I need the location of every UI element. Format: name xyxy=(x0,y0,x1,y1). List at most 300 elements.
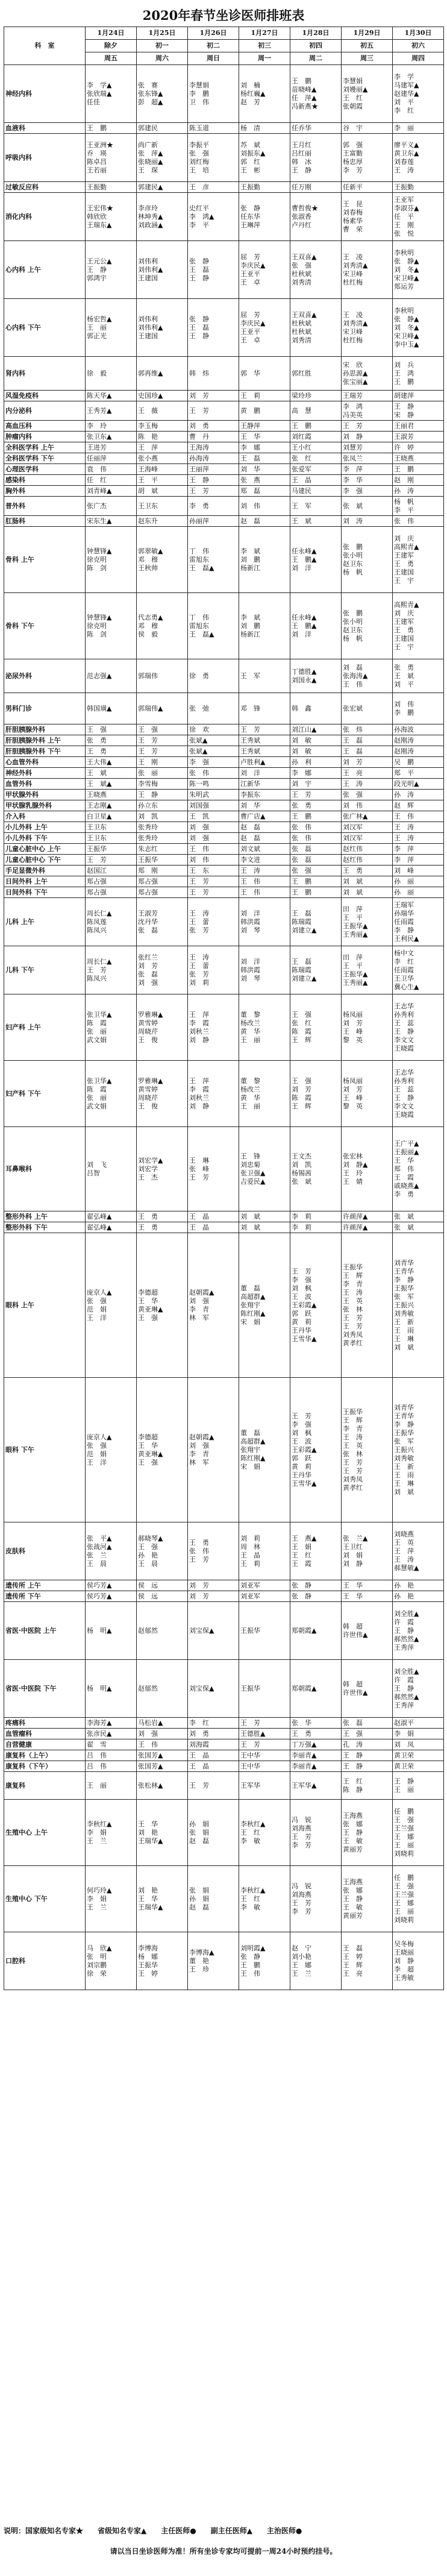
doctor-name: 马建民 xyxy=(292,486,311,495)
doctor-cell xyxy=(342,1591,393,1602)
table-row xyxy=(4,593,444,659)
doctor-name: 王 鹏 xyxy=(292,77,311,85)
doctor-name: 黄孝红 xyxy=(343,1483,363,1492)
doctor-name: 张淑香 xyxy=(292,212,311,221)
doctor-name: 任丽萍 xyxy=(87,454,107,462)
doctor-name: 宋 静 xyxy=(394,410,414,419)
doctor-name: 郑占强 xyxy=(138,888,158,896)
doctor-cell xyxy=(393,475,444,486)
doctor-name: 周长仁▲ xyxy=(87,909,112,917)
doctor-name: 赵东升 xyxy=(138,517,158,525)
doctor-name: 郭 华 xyxy=(240,369,260,377)
doctor-cell xyxy=(290,1750,342,1761)
doctor-name: 吴 鹏 xyxy=(394,758,414,766)
doctor-name: 王 勇 xyxy=(138,1212,158,1220)
doctor-name: 高熙青▲ xyxy=(394,542,419,551)
doctor-name: 王振丽▲ xyxy=(394,1148,419,1156)
doctor-name: 王 婷 xyxy=(343,1952,363,1961)
doctor-name: 王海燕 xyxy=(343,1811,363,1820)
doctor-cell xyxy=(342,593,393,659)
doctor-name: 李秋明 xyxy=(394,306,414,315)
doctor-name: 张 赛 xyxy=(138,81,158,89)
doctor-name: 张卫东▲ xyxy=(87,432,112,441)
doctor-name: 王晓丽 xyxy=(394,1948,414,1956)
doctor-name: 王振华 xyxy=(138,855,158,864)
doctor-name: 许 婷 xyxy=(394,443,414,451)
doctor-name: 王 新 xyxy=(394,1462,414,1471)
dept-name: 肛肠科 xyxy=(4,516,86,527)
doctor-cell xyxy=(342,1233,393,1378)
doctor-name: 张 斌 xyxy=(394,1223,414,1231)
doctor-name: 王 勇 xyxy=(292,1729,311,1738)
doctor-name: 陈 剑 xyxy=(87,630,107,638)
doctor-cell xyxy=(393,401,444,421)
table-row xyxy=(4,193,444,241)
doctor-name: 李 青 xyxy=(343,1280,363,1288)
doctor-name: 王卫东 xyxy=(87,823,107,831)
doctor-cell xyxy=(188,1602,239,1660)
doctor-name: 范志强▲ xyxy=(87,671,112,680)
doctor-cell xyxy=(239,442,290,453)
doctor-cell xyxy=(239,844,290,855)
doctor-name: 刘海霞 xyxy=(189,1740,209,1748)
doctor-cell xyxy=(393,757,444,768)
doctor-name: 王 蕊 xyxy=(394,1085,414,1093)
doctor-name: 张 磊 xyxy=(292,844,311,853)
doctor-name: 刘 洋 xyxy=(240,957,260,966)
doctor-cell xyxy=(239,1660,290,1718)
doctor-cell xyxy=(342,1222,393,1233)
doctor-name: 孙 娟 xyxy=(189,1820,209,1828)
doctor-cell xyxy=(290,693,342,724)
doctor-cell xyxy=(188,1378,239,1522)
doctor-name: 孙 涛 xyxy=(394,486,414,495)
doctor-name: 王 鹏 xyxy=(394,377,414,386)
doctor-name: 刘 庆 xyxy=(394,534,414,542)
doctor-cell xyxy=(239,790,290,800)
doctor-cell xyxy=(393,1580,444,1591)
doctor-cell xyxy=(188,994,239,1061)
legend-text: 说明：国家级知名专家★ 省级知名专家▲ 主任医师● 副主任医师▲ 主治医师● xyxy=(4,2527,302,2535)
doctor-name: 王瑞东▲ xyxy=(87,221,112,229)
doctor-cell xyxy=(137,693,188,724)
doctor-cell xyxy=(290,833,342,844)
doctor-name: 王振华▲ xyxy=(343,970,368,978)
doctor-name: 王 鸿 xyxy=(394,369,414,377)
doctor-name: 王 芳 xyxy=(343,421,363,430)
doctor-cell xyxy=(86,1061,137,1127)
dept-name: 血管瘤科 xyxy=(4,1729,86,1739)
doctor-name: 赵刚涛 xyxy=(394,747,414,755)
dept-name: 泌尿外科 xyxy=(4,659,86,693)
table-row xyxy=(4,1211,444,1222)
doctor-name: 王 军 xyxy=(240,671,260,680)
doctor-name: 王 辉 xyxy=(292,1035,311,1044)
doctor-name: 王 萍 xyxy=(189,1010,209,1019)
doctor-cell xyxy=(290,464,342,475)
doctor-name: 李秋明 xyxy=(394,248,414,257)
doctor-cell xyxy=(239,593,290,659)
doctor-name: 刘秀凤 xyxy=(343,1475,363,1483)
doctor-cell xyxy=(393,357,444,391)
doctor-name: 孙秀利 xyxy=(394,1010,414,1019)
doctor-cell xyxy=(290,527,342,593)
doctor-name: 王 静 xyxy=(394,1684,414,1692)
doctor-cell xyxy=(290,811,342,822)
doctor-name: 王 芳 xyxy=(292,1412,311,1420)
doctor-name: 王 芳 xyxy=(189,1781,209,1789)
doctor-name: 王 静 xyxy=(343,1751,363,1759)
doctor-name: 段光明▲ xyxy=(394,779,419,788)
doctor-cell xyxy=(86,724,137,735)
doctor-cell xyxy=(290,946,342,994)
doctor-cell xyxy=(393,1061,444,1127)
doctor-name: 王 蕾 xyxy=(189,961,209,970)
doctor-name: 曹哲俊★ xyxy=(292,204,318,212)
doctor-cell xyxy=(393,432,444,442)
doctor-cell xyxy=(239,876,290,887)
doctor-name: 王秀敏 xyxy=(394,1973,414,1982)
doctor-name: 刘 斌 xyxy=(240,1212,260,1220)
doctor-name: 张 勇 xyxy=(394,663,414,671)
doctor-name: 王 鹏▲ xyxy=(292,621,317,630)
doctor-name: 王 平 xyxy=(343,961,363,970)
doctor-name: 王 勇 xyxy=(394,626,414,634)
doctor-name: 李 强 xyxy=(292,1275,311,1284)
doctor-name: 刘晓莉 xyxy=(394,1915,414,1924)
doctor-name: 张 静 xyxy=(292,1581,311,1589)
doctor-cell xyxy=(188,768,239,779)
doctor-name: 翟 雪 xyxy=(87,1740,107,1748)
doctor-name: 刘忠菊 xyxy=(240,1160,260,1169)
doctor-name: 刘 鹏 xyxy=(240,621,260,630)
doctor-name: 王彩霞▲ xyxy=(292,1301,317,1309)
doctor-cell xyxy=(342,1772,393,1800)
doctor-name: 刘小艳 xyxy=(292,1952,311,1961)
doctor-name: 王 玲 xyxy=(343,1169,363,1177)
doctor-cell xyxy=(137,811,188,822)
doctor-cell xyxy=(86,391,137,401)
doctor-name: 王 兰 xyxy=(87,1836,107,1845)
dept-name: 省医·中医院 下午 xyxy=(4,1660,86,1718)
doctor-cell xyxy=(86,1932,137,1990)
doctor-name: 张 军 xyxy=(394,1292,414,1301)
doctor-name: 王瑞华▲ xyxy=(138,1836,163,1845)
doctor-name: 李 娜 xyxy=(240,443,260,451)
doctor-cell xyxy=(393,790,444,800)
date-header: 1月30日 xyxy=(393,27,444,40)
doctor-name: 刘 勇 xyxy=(189,421,209,430)
doctor-name: 王 俊 xyxy=(138,1035,158,1044)
doctor-name: 王 勇 xyxy=(394,559,414,568)
doctor-cell xyxy=(86,1761,137,1772)
doctor-name: 王 晶 xyxy=(189,1212,209,1220)
doctor-name: 徐克明 xyxy=(87,555,107,564)
doctor-name: 王振华 xyxy=(343,1407,363,1416)
doctor-name: 刘明霞▲ xyxy=(240,1944,266,1952)
dept-name: 肾内科 xyxy=(4,357,86,391)
doctor-name: 张战河▲ xyxy=(87,1542,112,1551)
doctor-name: 张广杰 xyxy=(87,501,107,510)
doctor-name: 何巧玲▲ xyxy=(87,1886,112,1894)
doctor-name: 李 平 xyxy=(394,506,414,514)
doctor-name: 王兰强 xyxy=(394,1890,414,1899)
doctor-name: 李 芳 xyxy=(292,1907,311,1915)
doctor-cell xyxy=(239,497,290,516)
doctor-name: 梁玲珍 xyxy=(292,391,311,400)
doctor-cell xyxy=(188,1718,239,1729)
doctor-name: 王彩霞▲ xyxy=(292,1445,317,1454)
doctor-name: 张 斌 xyxy=(394,1212,414,1220)
doctor-name: 张秀玲 xyxy=(138,823,158,831)
doctor-cell xyxy=(188,735,239,746)
doctor-name: 张 强 xyxy=(343,790,363,799)
doctor-name: 刘红霞 xyxy=(292,432,311,441)
doctor-cell xyxy=(137,876,188,887)
doctor-cell xyxy=(342,724,393,735)
doctor-name: 王 琳 xyxy=(189,1156,209,1164)
doctor-cell xyxy=(137,1772,188,1800)
table-row xyxy=(4,1739,444,1750)
doctor-name: 张松林▲ xyxy=(138,1781,163,1789)
doctor-name: 王振华▲ xyxy=(343,922,368,930)
doctor-name: 杨红巍▲ xyxy=(240,89,266,98)
doctor-name: 刘 洋 xyxy=(240,909,260,917)
doctor-cell xyxy=(188,593,239,659)
doctor-cell xyxy=(239,746,290,757)
doctor-cell xyxy=(188,193,239,241)
doctor-name: 王 华 xyxy=(138,1441,158,1450)
doctor-name: 吴冬梅 xyxy=(394,1940,414,1948)
doctor-name: 刘 艳 xyxy=(138,1886,158,1894)
doctor-name: 张 娜 xyxy=(343,1820,363,1828)
doctor-name: 赵 辉 xyxy=(394,801,414,809)
doctor-name: 孙 艳 xyxy=(394,1592,414,1600)
doctor-name: 张 燕 xyxy=(240,476,260,484)
doctor-name: 韩国璜▲ xyxy=(87,704,112,712)
doctor-name: 任永峰▲ xyxy=(292,613,317,621)
doctor-name: 刘 磊 xyxy=(343,663,363,671)
doctor-name: 丁万强▲ xyxy=(292,1740,317,1748)
doctor-name: 王 伟 xyxy=(240,1969,260,1978)
doctor-cell xyxy=(137,182,188,193)
doctor-name: 陈 静 xyxy=(343,1785,363,1794)
doctor-name: 郭 跃 xyxy=(292,1309,311,1318)
doctor-cell xyxy=(239,768,290,779)
weekday-header: 周四 xyxy=(393,52,444,65)
doctor-name: 赵红伟 xyxy=(343,844,363,853)
dept-name: 儿科 下午 xyxy=(4,946,86,994)
doctor-name: 王 芳 xyxy=(240,1718,260,1727)
doctor-cell xyxy=(393,833,444,844)
doctor-name: 刘 兵 xyxy=(394,360,414,369)
doctor-cell xyxy=(137,994,188,1061)
doctor-cell xyxy=(342,790,393,800)
doctor-name: 高熙青▲ xyxy=(394,600,419,609)
doctor-name: 高 慧 xyxy=(292,406,311,415)
doctor-cell xyxy=(342,898,393,946)
doctor-name: 郭鸿宇 xyxy=(87,274,107,282)
doctor-name: 王 刚 xyxy=(394,221,414,229)
doctor-name: 王晓霞 xyxy=(394,1044,414,1052)
doctor-name: 王振华 xyxy=(394,1284,414,1292)
doctor-name: 张 鹏 xyxy=(343,609,363,617)
doctor-name: 刘秋兰 xyxy=(189,1093,209,1102)
doctor-cell xyxy=(393,593,444,659)
doctor-cell xyxy=(137,1800,188,1866)
doctor-name: 刘 涛 xyxy=(343,517,363,525)
doctor-cell xyxy=(393,1729,444,1739)
doctor-name: 杜秋斌 xyxy=(292,327,311,336)
doctor-name: 刘 芳 xyxy=(343,1019,363,1027)
doctor-cell xyxy=(137,1222,188,1233)
doctor-name: 王 莉 xyxy=(240,1559,260,1568)
doctor-name: 许世伟▲ xyxy=(343,1630,368,1639)
doctor-name: 张 兰▲ xyxy=(343,1534,368,1542)
doctor-name: 刘 伟 xyxy=(240,501,260,510)
doctor-name: 董 磊 xyxy=(240,1428,260,1437)
doctor-name: 刘青华 xyxy=(394,1403,414,1412)
doctor-name: 王雪华▲ xyxy=(292,1334,317,1343)
doctor-name: 王 芳 xyxy=(240,1740,260,1748)
doctor-name: 郭红胜 xyxy=(292,369,311,377)
doctor-name: 刘 静 xyxy=(394,1956,414,1965)
doctor-name: 张秀玲 xyxy=(138,834,158,842)
doctor-name: 赵卫东 xyxy=(343,626,363,634)
doctor-cell xyxy=(137,822,188,833)
doctor-cell xyxy=(137,1233,188,1378)
doctor-name: 王瑞军 xyxy=(394,900,414,909)
table-row xyxy=(4,299,444,357)
doctor-name: 李 娟 xyxy=(87,1828,107,1836)
doctor-name: 李 红 xyxy=(394,106,414,115)
doctor-name: 黄亚琳▲ xyxy=(138,1305,163,1313)
doctor-name: 杨 娜 xyxy=(138,1952,158,1961)
doctor-name: 王 萍 xyxy=(189,1076,209,1085)
dept-name: 高血压科 xyxy=(4,421,86,432)
doctor-name: 杨锡茜 xyxy=(292,1169,311,1177)
doctor-name: 林 军 xyxy=(189,1458,209,1466)
doctor-name: 张 军 xyxy=(394,1437,414,1445)
doctor-cell xyxy=(86,800,137,811)
doctor-name: 王振华 xyxy=(138,1961,158,1969)
doctor-cell xyxy=(188,65,239,123)
doctor-name: 王 静 xyxy=(394,402,414,410)
doctor-name: 马松岩▲ xyxy=(138,1718,163,1727)
dept-name: 儿童心脏中心 下午 xyxy=(4,855,86,865)
date-header: 1月26日 xyxy=(188,27,239,40)
doctor-name: 王 凌 xyxy=(343,253,363,261)
doctor-cell xyxy=(188,486,239,497)
doctor-name: 翟弘峰▲ xyxy=(87,1212,112,1220)
doctor-name: 王 凯 xyxy=(189,812,209,820)
doctor-cell xyxy=(239,898,290,946)
doctor-name: 刘秀清 xyxy=(292,278,311,286)
doctor-cell xyxy=(239,357,290,391)
doctor-cell xyxy=(290,876,342,887)
doctor-name: 王 磊 xyxy=(343,1944,363,1952)
doctor-cell xyxy=(342,421,393,432)
doctor-cell xyxy=(393,453,444,464)
doctor-cell xyxy=(188,123,239,134)
doctor-name: 韩 炜 xyxy=(189,369,209,377)
doctor-cell xyxy=(86,464,137,475)
doctor-cell xyxy=(137,516,188,527)
doctor-name: 张 伟 xyxy=(292,823,311,831)
doctor-name: 刘国永▲ xyxy=(292,676,317,684)
doctor-name: 刘 凯 xyxy=(292,1160,311,1169)
doctor-name: 刘 凯 xyxy=(138,812,158,820)
doctor-name: 王秀萍 xyxy=(394,1643,414,1651)
doctor-name: 王 丽 xyxy=(240,1102,260,1110)
doctor-name: 张 静▲ xyxy=(394,257,419,265)
doctor-cell xyxy=(239,1061,290,1127)
doctor-name: 陈凤兴 xyxy=(87,926,107,934)
doctor-cell xyxy=(393,876,444,887)
doctor-name: 王 辉 xyxy=(343,1271,363,1280)
weekday-header: 周六 xyxy=(137,52,188,65)
doctor-cell xyxy=(137,735,188,746)
doctor-name: 孙 艳 xyxy=(394,1581,414,1589)
doctor-name: 王建军 xyxy=(394,617,414,626)
doctor-name: 黄 华 xyxy=(240,1093,260,1102)
doctor-cell xyxy=(137,724,188,735)
doctor-cell xyxy=(86,432,137,442)
doctor-name: 王 芳 xyxy=(343,1466,363,1475)
doctor-cell xyxy=(86,994,137,1061)
doctor-name: 丁 伟 xyxy=(189,547,209,555)
doctor-cell xyxy=(393,442,444,453)
doctor-name: 郭再维▲ xyxy=(138,369,163,377)
doctor-name: 王中华 xyxy=(240,1751,260,1759)
weekday-header: 周二 xyxy=(290,52,342,65)
dept-name: 生殖中心 上午 xyxy=(4,1800,86,1866)
doctor-name: 韩 超 xyxy=(343,1622,363,1630)
doctor-name: 刘 斌 xyxy=(394,1343,414,1351)
table-row xyxy=(4,1127,444,1211)
doctor-name: 孙 丽 xyxy=(394,888,414,896)
doctor-name: 刘 强 xyxy=(138,978,158,987)
doctor-name: 宋东生▲ xyxy=(87,517,112,525)
doctor-name: 李 敏 xyxy=(240,1836,260,1845)
doctor-cell xyxy=(86,65,137,123)
doctor-cell xyxy=(342,735,393,746)
doctor-name: 王 涛 xyxy=(189,953,209,961)
doctor-name: 赵 磊 xyxy=(240,834,260,842)
doctor-cell xyxy=(188,497,239,516)
doctor-cell xyxy=(137,746,188,757)
doctor-name: 任雨霞 xyxy=(394,917,414,926)
doctor-cell xyxy=(290,1660,342,1718)
doctor-name: 张 静 xyxy=(240,1952,260,1961)
doctor-name: 李 静 xyxy=(394,1420,414,1428)
doctor-cell xyxy=(86,193,137,241)
dept-name: 皮肤科 xyxy=(4,1522,86,1580)
doctor-name: 王 勇 xyxy=(138,1223,158,1231)
weekday-header: 周五 xyxy=(86,52,137,65)
doctor-name: 王 宇 xyxy=(394,576,414,585)
doctor-cell xyxy=(86,1772,137,1800)
doctor-name: 郭瑞伟 xyxy=(138,671,158,680)
doctor-cell xyxy=(86,527,137,593)
doctor-cell xyxy=(393,724,444,735)
doctor-name: 邓 穆 xyxy=(138,555,158,564)
doctor-name: 刘秀凤 xyxy=(343,1330,363,1339)
doctor-name: 许世伟▲ xyxy=(343,1688,368,1697)
doctor-name: 王 晨 xyxy=(87,1559,107,1568)
table-row xyxy=(4,1800,444,1866)
doctor-name: 王瑞华▲ xyxy=(138,1903,163,1911)
